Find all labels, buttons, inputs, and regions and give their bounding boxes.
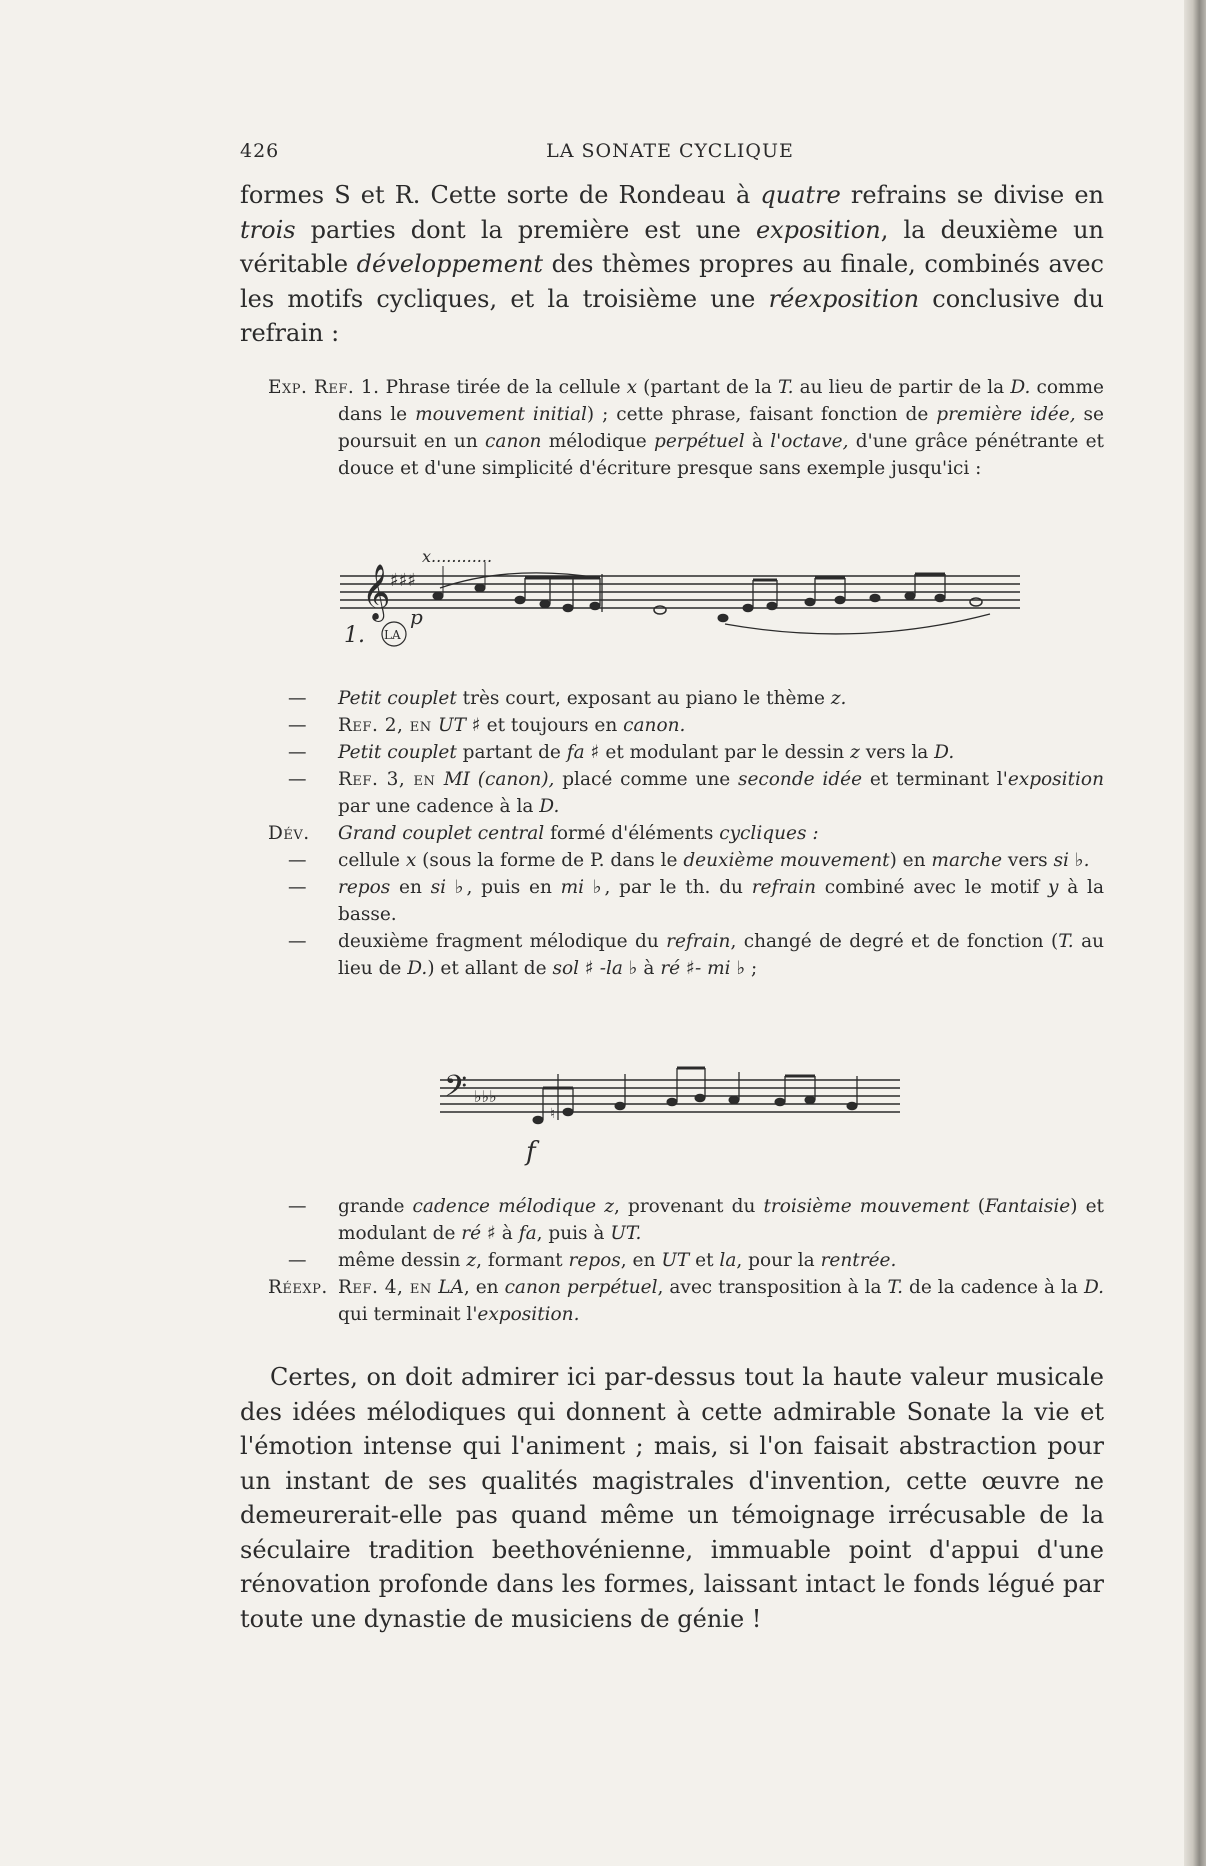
text-run: deuxième mouvement [683, 850, 890, 871]
outline-items-2 [268, 1193, 1104, 1328]
outline-entry [288, 874, 1104, 928]
text-run: comme dans le [338, 377, 1105, 425]
text-run: au lieu de [338, 931, 1105, 979]
text-run: combiné avec le motif [816, 877, 1049, 898]
text-run: grande [338, 1196, 413, 1217]
text-run: très court, exposant au piano le thème [456, 688, 831, 709]
text-run: cellule [338, 850, 406, 871]
text-run: T. [887, 1277, 904, 1298]
text-run: MI (canon), [443, 769, 555, 790]
text-run: partant de [456, 742, 567, 763]
text-run: , puis à [536, 1223, 611, 1244]
text-run: , par le th. du [604, 877, 752, 898]
text-run: D. [934, 742, 955, 763]
text-run: Ref. 4, en [338, 1277, 439, 1298]
text-run: Petit couplet [338, 742, 457, 763]
text-run: trois [240, 215, 296, 244]
section-label: Réexp. [268, 1277, 328, 1298]
motif-label-x: x............ [422, 548, 493, 566]
entry-body [338, 1274, 1104, 1328]
running-title: LA SONATE CYCLIQUE [546, 140, 794, 162]
entry-body [338, 685, 1104, 712]
entry-body [338, 1247, 1104, 1274]
text-run: par une cadence à la [338, 796, 540, 817]
text-run: (sous la forme de P. dans le [416, 850, 684, 871]
staff-lines [340, 576, 1020, 608]
dash-mark: — [288, 688, 307, 709]
text-run: des thèmes propres au finale, combinés avec les motifs cycliques, et la troisième une [240, 250, 1105, 313]
outline-entry [288, 928, 1105, 982]
dash-mark: — [288, 931, 307, 952]
text-run: refrains se divise en [840, 181, 1104, 209]
text-run: z. [830, 688, 847, 709]
text-run: repos [568, 1250, 621, 1271]
text-run: Ref. 2, en [338, 715, 438, 736]
text-run: réexposition [768, 284, 920, 313]
text-run: D. [1010, 377, 1031, 398]
entry-body [338, 766, 1104, 820]
text-run: x [405, 850, 417, 871]
text-run: ) et modulant de [338, 1196, 1104, 1244]
text-run: mouvement initial [415, 404, 587, 425]
section-label: Exp. Ref. 1. [268, 377, 380, 398]
text-run: UT ♯ [437, 715, 481, 736]
text-run: rentrée. [820, 1250, 897, 1271]
text-run: mi ♭ [560, 877, 605, 898]
text-run: D. [1083, 1277, 1104, 1298]
text-run: canon. [623, 715, 686, 736]
outline-entry [288, 1247, 1104, 1274]
notes [533, 1094, 857, 1124]
text-run: perpétuel [653, 431, 745, 452]
text-run: ; [745, 958, 758, 979]
text-run: LA [438, 1277, 464, 1298]
text-run: formes S et R. Cette sorte de Rondeau à [240, 181, 761, 209]
text-run: (partant de la [637, 377, 778, 398]
entry-body [338, 739, 1104, 766]
entry-body [268, 374, 1105, 482]
text-run: , provenant du [613, 1196, 764, 1217]
entry-body [338, 712, 1104, 739]
text-run: fa [518, 1223, 537, 1244]
dash-mark: — [288, 1250, 307, 1271]
text-run: Phrase tirée de la cellule [379, 377, 627, 398]
page-edge [1184, 0, 1206, 1866]
text-run: z [466, 1250, 477, 1271]
page-number: 426 [240, 140, 280, 162]
outline-entry [268, 1274, 1104, 1328]
entry-body [338, 928, 1104, 982]
text-run: et terminant l' [862, 769, 1008, 790]
key-signature-sharps-icon: ♯♯♯ [390, 570, 417, 591]
outline-entry [288, 712, 1104, 739]
text-run: exposition. [477, 1304, 580, 1325]
text-run: la [719, 1250, 737, 1271]
outline-entry [288, 685, 1104, 712]
entry-body [338, 874, 1104, 928]
text-run: canon perpétuel [504, 1277, 658, 1298]
text-run: de la cadence à la [903, 1277, 1084, 1298]
text-run: si ♭ [430, 877, 467, 898]
running-header [240, 140, 1100, 164]
dash-mark: — [288, 1196, 307, 1217]
text-run: repos [338, 877, 391, 898]
text-run: placé comme une [554, 769, 738, 790]
text-run: refrain [666, 931, 731, 952]
staff-lines [440, 1080, 900, 1112]
text-run: T. [1058, 931, 1074, 952]
text-run: exposition [1007, 769, 1104, 790]
text-run: l'octave, [770, 431, 849, 452]
dash-mark: — [288, 742, 307, 763]
text-run: Fantaisie [984, 1196, 1071, 1217]
text-run: x [626, 377, 638, 398]
text-run: à [495, 1223, 519, 1244]
text-run: fa ♯ [566, 742, 600, 763]
text-run: au lieu de partir de la [793, 377, 1011, 398]
text-run: à [744, 431, 771, 452]
text-run: et [689, 1250, 720, 1271]
text-run: , en [463, 1277, 505, 1298]
dash-mark: — [288, 715, 307, 736]
text-run: marche [931, 850, 1003, 871]
text-run: d'une grâce pénétrante et douce et d'une simplicité d'écriture presque sans exemple jusqu'ici : [338, 431, 1104, 479]
dynamic-mark-f: f [526, 1137, 536, 1167]
text-run: ( [969, 1196, 985, 1217]
text-run: et modulant par le dessin [599, 742, 851, 763]
text-run: ) ; cette phrase, faisant fonction de [586, 404, 937, 425]
text-run: refrain [751, 877, 817, 898]
text-run: Petit couplet [338, 688, 457, 709]
text-run: cycliques : [719, 823, 819, 844]
text-run: T. [777, 377, 794, 398]
text-run: même dessin [338, 1250, 467, 1271]
text-run: deuxième fragment mélodique du [338, 931, 667, 952]
text-run: , avec transposition à la [657, 1277, 888, 1298]
entry-body [338, 820, 1104, 847]
music-example-2 [440, 1050, 900, 1170]
treble-clef-icon: 𝄞 [362, 564, 391, 620]
dash-mark: — [288, 769, 307, 790]
music-example-1 [340, 548, 1020, 658]
text-run: , en [620, 1250, 662, 1271]
text-run: Ref. 3, en [338, 769, 444, 790]
text-run: , formant [476, 1250, 569, 1271]
text-run: formé d'éléments [544, 823, 720, 844]
outline-items [268, 685, 1105, 982]
outline-entry [288, 766, 1104, 820]
text-run: en [390, 877, 431, 898]
text-run: à la basse. [338, 877, 1104, 925]
text-run: , puis en [466, 877, 561, 898]
outline-entry [268, 820, 1104, 847]
text-run: vers la [859, 742, 935, 763]
text-run: à [637, 958, 661, 979]
outline-exposition [268, 374, 1105, 482]
outline-entry [268, 374, 1105, 482]
text-run: , changé de degré et de fonction ( [730, 931, 1059, 952]
text-run: Grand couplet central [338, 823, 545, 844]
text-run: développement [356, 250, 544, 278]
text-run: se poursuit en un [338, 404, 1104, 452]
text-run: , pour la [736, 1250, 821, 1271]
text-run: qui terminait l' [338, 1304, 478, 1325]
text-run: mélodique [541, 431, 654, 452]
text-run: UT [661, 1250, 690, 1271]
text-run: z [850, 742, 860, 763]
key-label: LA [384, 628, 401, 642]
text-run: canon [485, 431, 542, 452]
text-run: première idée, [936, 404, 1076, 425]
text-run: UT. [610, 1223, 642, 1244]
dynamic-mark-p: p [410, 605, 423, 629]
entry-body [338, 1193, 1104, 1247]
text-run: ré ♯- mi ♭ [660, 958, 746, 979]
outline-entry [288, 1193, 1104, 1247]
text-run: seconde idée [737, 769, 863, 790]
bass-clef-icon: 𝄢 [444, 1070, 468, 1111]
text-run: si ♭. [1053, 850, 1090, 871]
paragraph-2: Certes, on doit admirer ici par-dessus tout la haute valeur musicale des idées mélodiques qui donnent à cette admirable Sonate la vie et l'émotion intense qui l'animent ; mais, si l'on faisait abstraction pour un instant de ses qualités magistrales d'invention, cette œuvre ne demeurerait-elle pas quand même un témoignage irrécusable de la séculaire tradition beethovénienne, immuable point d'appui d'une rénovation profonde dans les formes, laissant intact le fonds légué par toute une dynastie de musiciens de génie ! [240, 1363, 1104, 1633]
accidental-icon: ♮ [550, 1106, 556, 1122]
text-run: et toujours en [480, 715, 624, 736]
text-run: ) en [889, 850, 932, 871]
text-run: D. [539, 796, 560, 817]
sub-mark: 1. [344, 623, 365, 648]
outline-entry [288, 739, 1104, 766]
dash-mark: — [288, 850, 307, 871]
dash-mark: — [288, 877, 307, 898]
text-run: ) et allant de [427, 958, 553, 979]
text-run: vers [1002, 850, 1054, 871]
text-run: y [1048, 877, 1059, 898]
key-signature-flats-icon: ♭♭♭ [474, 1087, 497, 1106]
section-label: Dév. [268, 823, 310, 844]
text-run: exposition [755, 215, 881, 244]
text-run: troisième mouvement [763, 1196, 970, 1217]
text-run: D. [407, 958, 428, 979]
entry-body [338, 847, 1104, 874]
outline-entry [288, 847, 1104, 874]
text-run: parties dont la première est une [295, 215, 756, 244]
text-run: sol ♯ -la ♭ [552, 958, 638, 979]
text-run: conclusive du refrain : [240, 284, 1104, 347]
text-run: quatre [760, 181, 841, 209]
text-run: , la deuxième un véritable [240, 215, 1105, 278]
paragraph-1 [240, 178, 1104, 351]
text-run: cadence mélodique z [412, 1196, 614, 1217]
text-run: ré ♯ [461, 1223, 496, 1244]
